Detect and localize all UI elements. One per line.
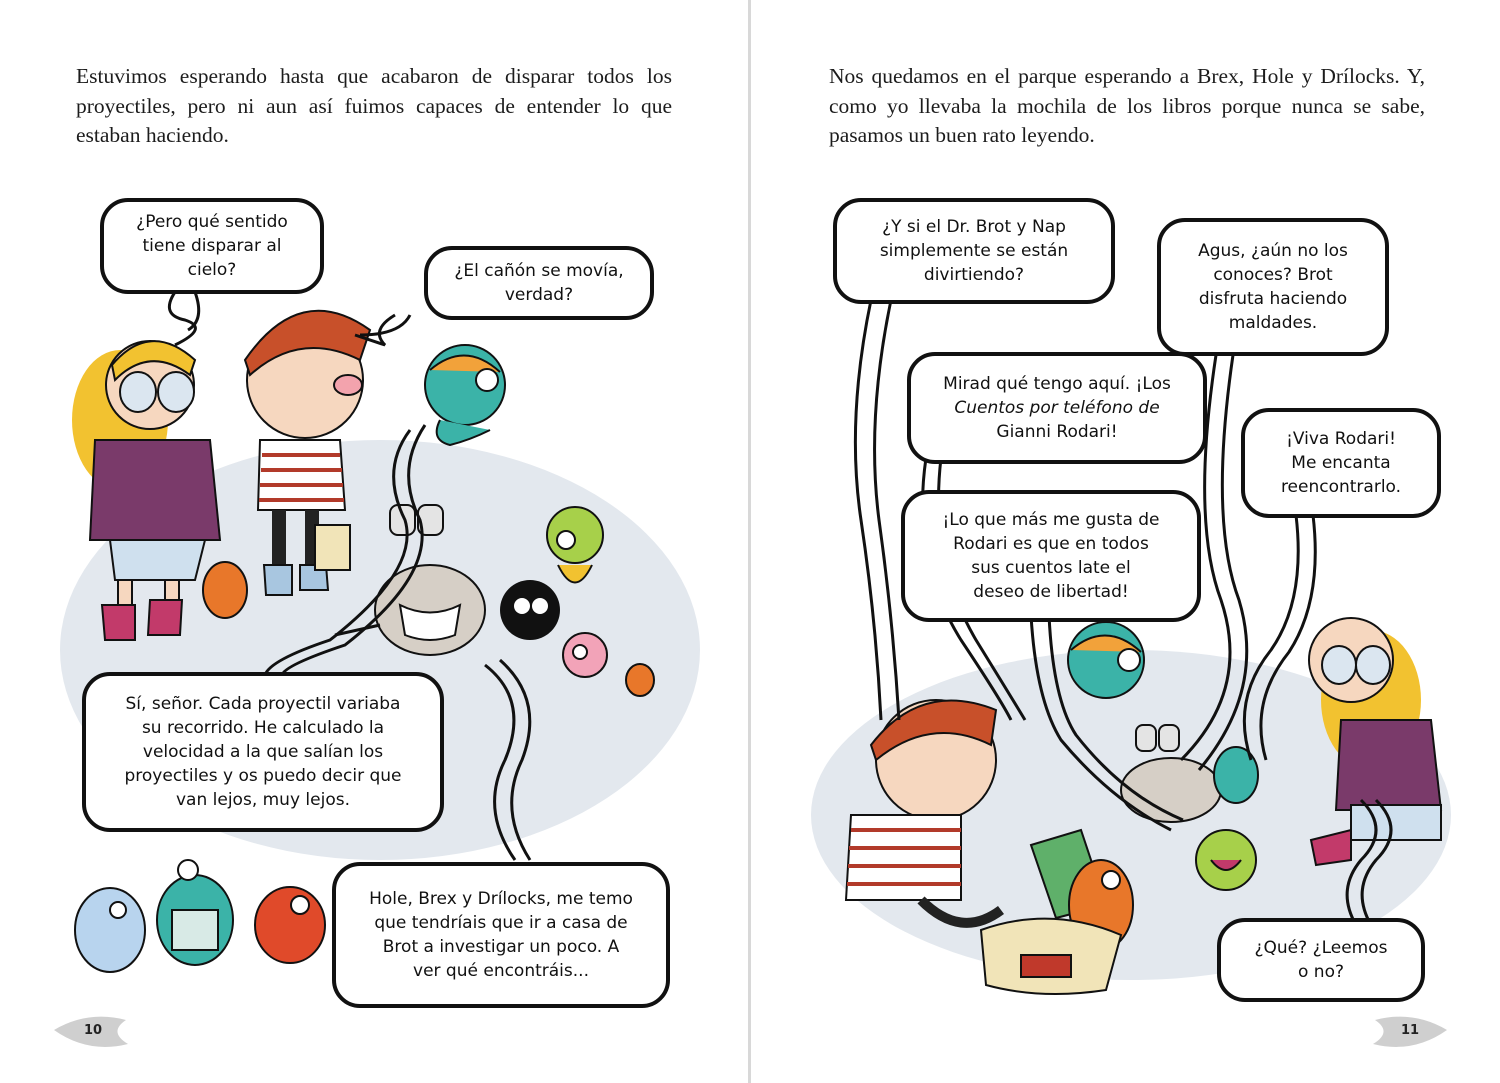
bubble-line: velocidad a la que salían los (142, 742, 384, 762)
bubble-line: Cuentos por teléfono de (954, 398, 1160, 418)
bubble-line: maldades. (1228, 313, 1318, 333)
bubble-line: ¡Lo que más me gusta de (942, 510, 1160, 530)
speech-bubble-trajectory-answer (82, 672, 444, 832)
bubble-line: Agus, ¿aún no los (1198, 241, 1348, 261)
speech-bubble-cannon-question (424, 246, 654, 320)
bubble-line: Me encanta (1291, 453, 1391, 473)
bubble-line: Gianni Rodari! (996, 422, 1118, 442)
bubble-line: disfruta haciendo (1198, 289, 1348, 309)
bubble-line: van lejos, muy lejos. (176, 790, 350, 810)
bubble-line: reencontrarlo. (1280, 477, 1402, 497)
bubble-line: ¿Pero qué sentido (136, 212, 288, 232)
page-number-text: 10 (84, 1023, 103, 1038)
bubble-line: proyectiles y os puedo decir que (124, 766, 402, 786)
speech-bubble-brot-mischief (1157, 218, 1389, 356)
bubble-line: Rodari es que en todos (953, 534, 1149, 554)
bubble-line: que tendríais que ir a casa de (374, 913, 628, 933)
speech-bubble-investigate (332, 862, 670, 1008)
speech-bubble-viva-rodari (1241, 408, 1441, 518)
bubble-line: simplemente se están (879, 241, 1069, 261)
speech-bubble-having-fun (833, 198, 1115, 304)
bubble-line: Mirad qué tengo aquí. ¡Los (943, 374, 1171, 394)
bubble-line: conoces? Brot (1213, 265, 1333, 285)
bubble-line: Sí, señor. Cada proyectil variaba (125, 694, 401, 714)
speech-bubble-freedom (901, 490, 1201, 622)
bubble-line: ¿Y si el Dr. Brot y Nap (882, 217, 1066, 237)
bubble-line: Hole, Brex y Drílocks, me temo (369, 889, 633, 909)
bubble-line: su recorrido. He calculado la (141, 718, 385, 738)
bubble-line: sus cuentos late el (971, 558, 1131, 578)
bubble-line: ¿El cañón se movía, (454, 261, 624, 281)
page-number-left (48, 1010, 138, 1050)
bubble-line: ¿Qué? ¿Leemos (1254, 938, 1388, 958)
bubble-line: divirtiendo? (923, 265, 1025, 285)
bubble-line: verdad? (504, 285, 574, 305)
speech-bubble-girl-question (100, 198, 324, 294)
right-page (751, 0, 1500, 1083)
page-number-text: 11 (1401, 1023, 1420, 1038)
page-number-right (1363, 1010, 1453, 1050)
speech-bubble-read-or-not (1217, 918, 1425, 1002)
bubble-line: Brot a investigar un poco. A (382, 937, 620, 957)
speech-bubble-book-show (907, 352, 1207, 464)
bubble-line: ¡Viva Rodari! (1286, 429, 1396, 449)
bubble-line: o no? (1297, 962, 1344, 982)
left-page (0, 0, 749, 1083)
narration-text: Estuvimos esperando hasta que acabaron de disparar todos los proyectiles, pero ni aun así fuimos capaces de entender lo que estaban haciendo. (76, 64, 672, 147)
narration-text: Nos quedamos en el parque esperando a Brex, Hole y Drílocks. Y, como yo llevaba la mochila de los libros porque nunca se sabe, pasamos un buen rato leyendo. (829, 64, 1425, 147)
bubble-line: deseo de libertad! (973, 582, 1129, 602)
bubble-line: ver qué encontráis... (413, 961, 589, 981)
bubble-line: tiene disparar al (142, 236, 282, 256)
bubble-line: cielo? (187, 260, 237, 280)
